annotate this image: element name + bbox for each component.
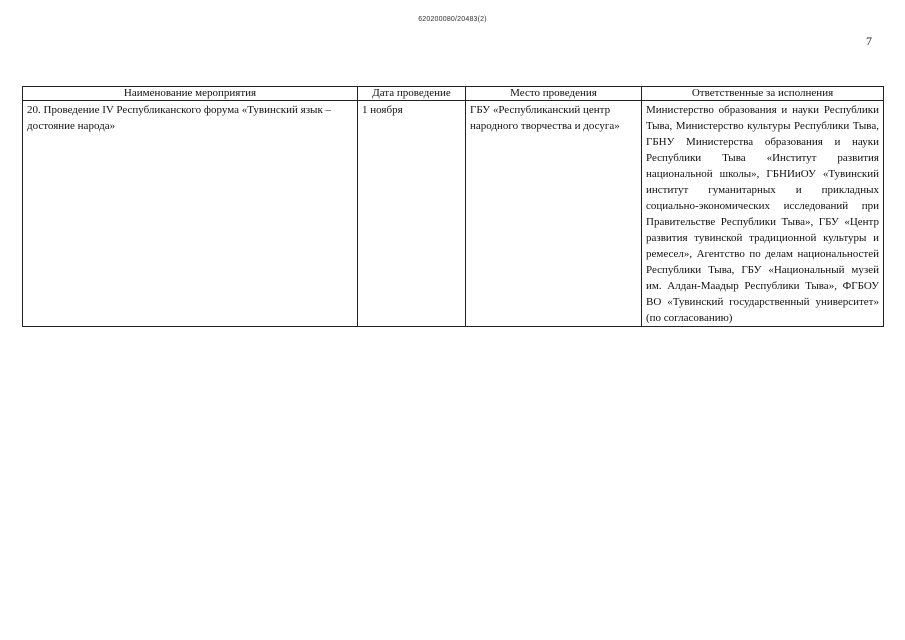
event-place-cell: ГБУ «Республиканский центр народного творчества и досуга» [466,101,642,327]
table-row [23,101,884,327]
document-code: 620200080/20483(2) [418,16,487,23]
page-number: 7 [866,34,872,48]
event-name-cell: 20. Проведение IV Республиканского форума «Тувинский язык – достояние народа» [23,101,358,327]
column-header-name: Наименование мероприятия [23,87,358,101]
events-table [22,86,884,327]
event-date-cell: 1 ноября [358,101,466,327]
column-header-responsible: Ответственные за исполнения [642,87,884,101]
event-responsible-cell: Министерство образования и науки Республики Тыва, Министерство культуры Республики Тыва, ГБНУ Министерства образования и науки Республики Тыва «Институт развития национальной школы», ГБНИиОУ «Тувинский институт гуманитарных и прикладных социально-экономических исследований при Правительстве Республики Тыва», ГБУ «Центр развития тувинской традиционной культуры и ремесел», Агентство по делам национальностей Республики Тыва, ГБУ «Национальный музей им. Алдан-Маадыр Республики Тыва», ФГБОУ ВО «Тувинский государственный университет» (по согласованию) [642,101,884,327]
column-header-date: Дата проведение [358,87,466,101]
table-header-row [23,87,884,101]
column-header-place: Место проведения [466,87,642,101]
